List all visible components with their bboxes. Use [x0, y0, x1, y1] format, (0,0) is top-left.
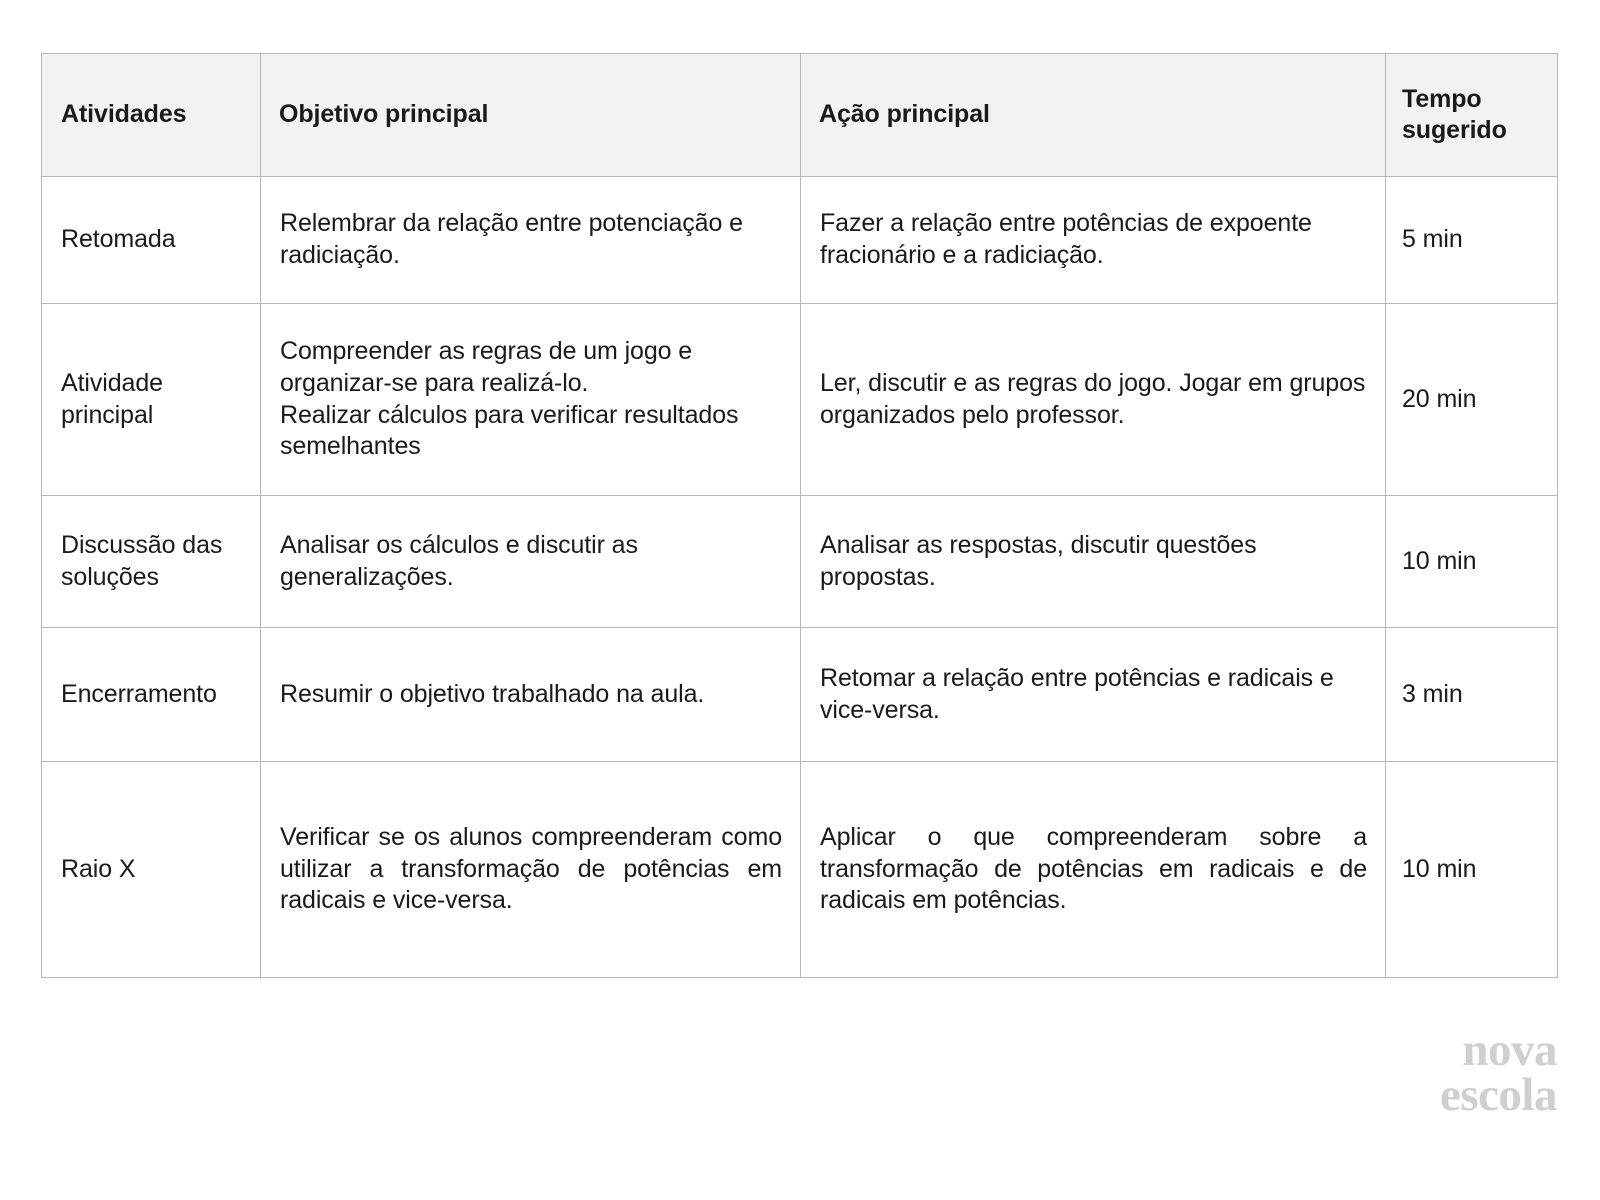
cell-objective — [261, 177, 801, 304]
cell-activity-line2: principal — [61, 400, 154, 429]
table-row — [42, 762, 1558, 978]
cell-objective-text — [261, 336, 800, 463]
cell-activity — [42, 177, 261, 304]
cell-action — [801, 177, 1386, 304]
cell-activity-text: Raio X — [61, 854, 136, 883]
cell-activity — [42, 762, 261, 978]
cell-action — [801, 496, 1386, 628]
table-row — [42, 628, 1558, 762]
column-header-objetivo-principal-label: Objetivo principal — [279, 100, 489, 129]
column-header-tempo-line2: sugerido — [1402, 116, 1507, 144]
cell-action-text: Ler, discutir e as regras do jogo. Jogar em grupos organizados pelo professor. — [820, 368, 1366, 429]
cell-action-text: Analisar as respostas, discutir questões propostas. — [820, 530, 1257, 591]
cell-action — [801, 762, 1386, 978]
column-header-objetivo-principal — [261, 54, 801, 177]
cell-objective-text: Verificar se os alunos compreenderam como utilizar a transformação de potências em radicais e vice-versa. — [280, 822, 782, 915]
cell-activity — [42, 628, 261, 762]
activities-table-container — [41, 53, 1557, 978]
cell-activity-text — [42, 368, 260, 432]
table-row — [42, 177, 1558, 304]
cell-objective-text: Relembrar da relação entre potenciação e radiciação. — [280, 209, 743, 269]
cell-activity-text: Discussão das soluções — [61, 530, 223, 591]
cell-action-text: Aplicar o que compreenderam sobre a transformação de potências em radicais e de radicais em potências. — [820, 822, 1367, 915]
cell-activity — [42, 496, 261, 628]
logo-line-nova: nova — [1462, 1024, 1557, 1076]
cell-time — [1386, 177, 1558, 304]
column-header-acao-principal — [801, 54, 1386, 177]
column-header-atividades-label: Atividades — [61, 100, 187, 129]
cell-activity-line1: Atividade — [61, 368, 163, 397]
activities-table — [41, 53, 1558, 978]
cell-objective-line2: Realizar cálculos para verificar resultados semelhantes — [280, 400, 739, 461]
cell-objective-text: Resumir o objetivo trabalhado na aula. — [280, 679, 705, 708]
column-header-tempo-sugerido-label — [1386, 84, 1557, 147]
cell-time-text: 20 min — [1402, 384, 1477, 413]
cell-activity-text: Retomada — [61, 225, 176, 254]
cell-activity-text: Encerramento — [61, 679, 217, 708]
cell-action — [801, 304, 1386, 496]
cell-objective — [261, 496, 801, 628]
table-row — [42, 496, 1558, 628]
cell-objective-line1: Compreender as regras de um jogo e organizar-se para realizá-lo. — [280, 337, 693, 397]
cell-time — [1386, 628, 1558, 762]
cell-time — [1386, 304, 1558, 496]
nova-escola-logo — [1347, 1024, 1557, 1122]
table-body — [42, 177, 1558, 978]
cell-objective-text: Analisar os cálculos e discutir as generalizações. — [280, 530, 638, 591]
cell-activity — [42, 304, 261, 496]
cell-time — [1386, 496, 1558, 628]
cell-time-text: 5 min — [1402, 225, 1463, 254]
column-header-atividades — [42, 54, 261, 177]
table-row — [42, 304, 1558, 496]
cell-time-text: 10 min — [1402, 854, 1477, 883]
cell-objective — [261, 762, 801, 978]
cell-objective — [261, 628, 801, 762]
cell-time — [1386, 762, 1558, 978]
cell-time-text: 3 min — [1402, 679, 1463, 708]
table-header-row — [42, 54, 1558, 177]
cell-action — [801, 628, 1386, 762]
column-header-tempo-line1: Tempo — [1402, 84, 1482, 113]
cell-time-text: 10 min — [1402, 546, 1477, 575]
table-header — [42, 54, 1558, 177]
cell-action-text: Fazer a relação entre potências de expoente fracionário e a radiciação. — [820, 209, 1312, 269]
cell-action-text: Retomar a relação entre potências e radicais e vice-versa. — [820, 663, 1334, 724]
logo-line-escola: escola — [1439, 1069, 1557, 1122]
column-header-tempo-sugerido — [1386, 54, 1558, 177]
column-header-acao-principal-label: Ação principal — [819, 100, 990, 129]
cell-objective — [261, 304, 801, 496]
